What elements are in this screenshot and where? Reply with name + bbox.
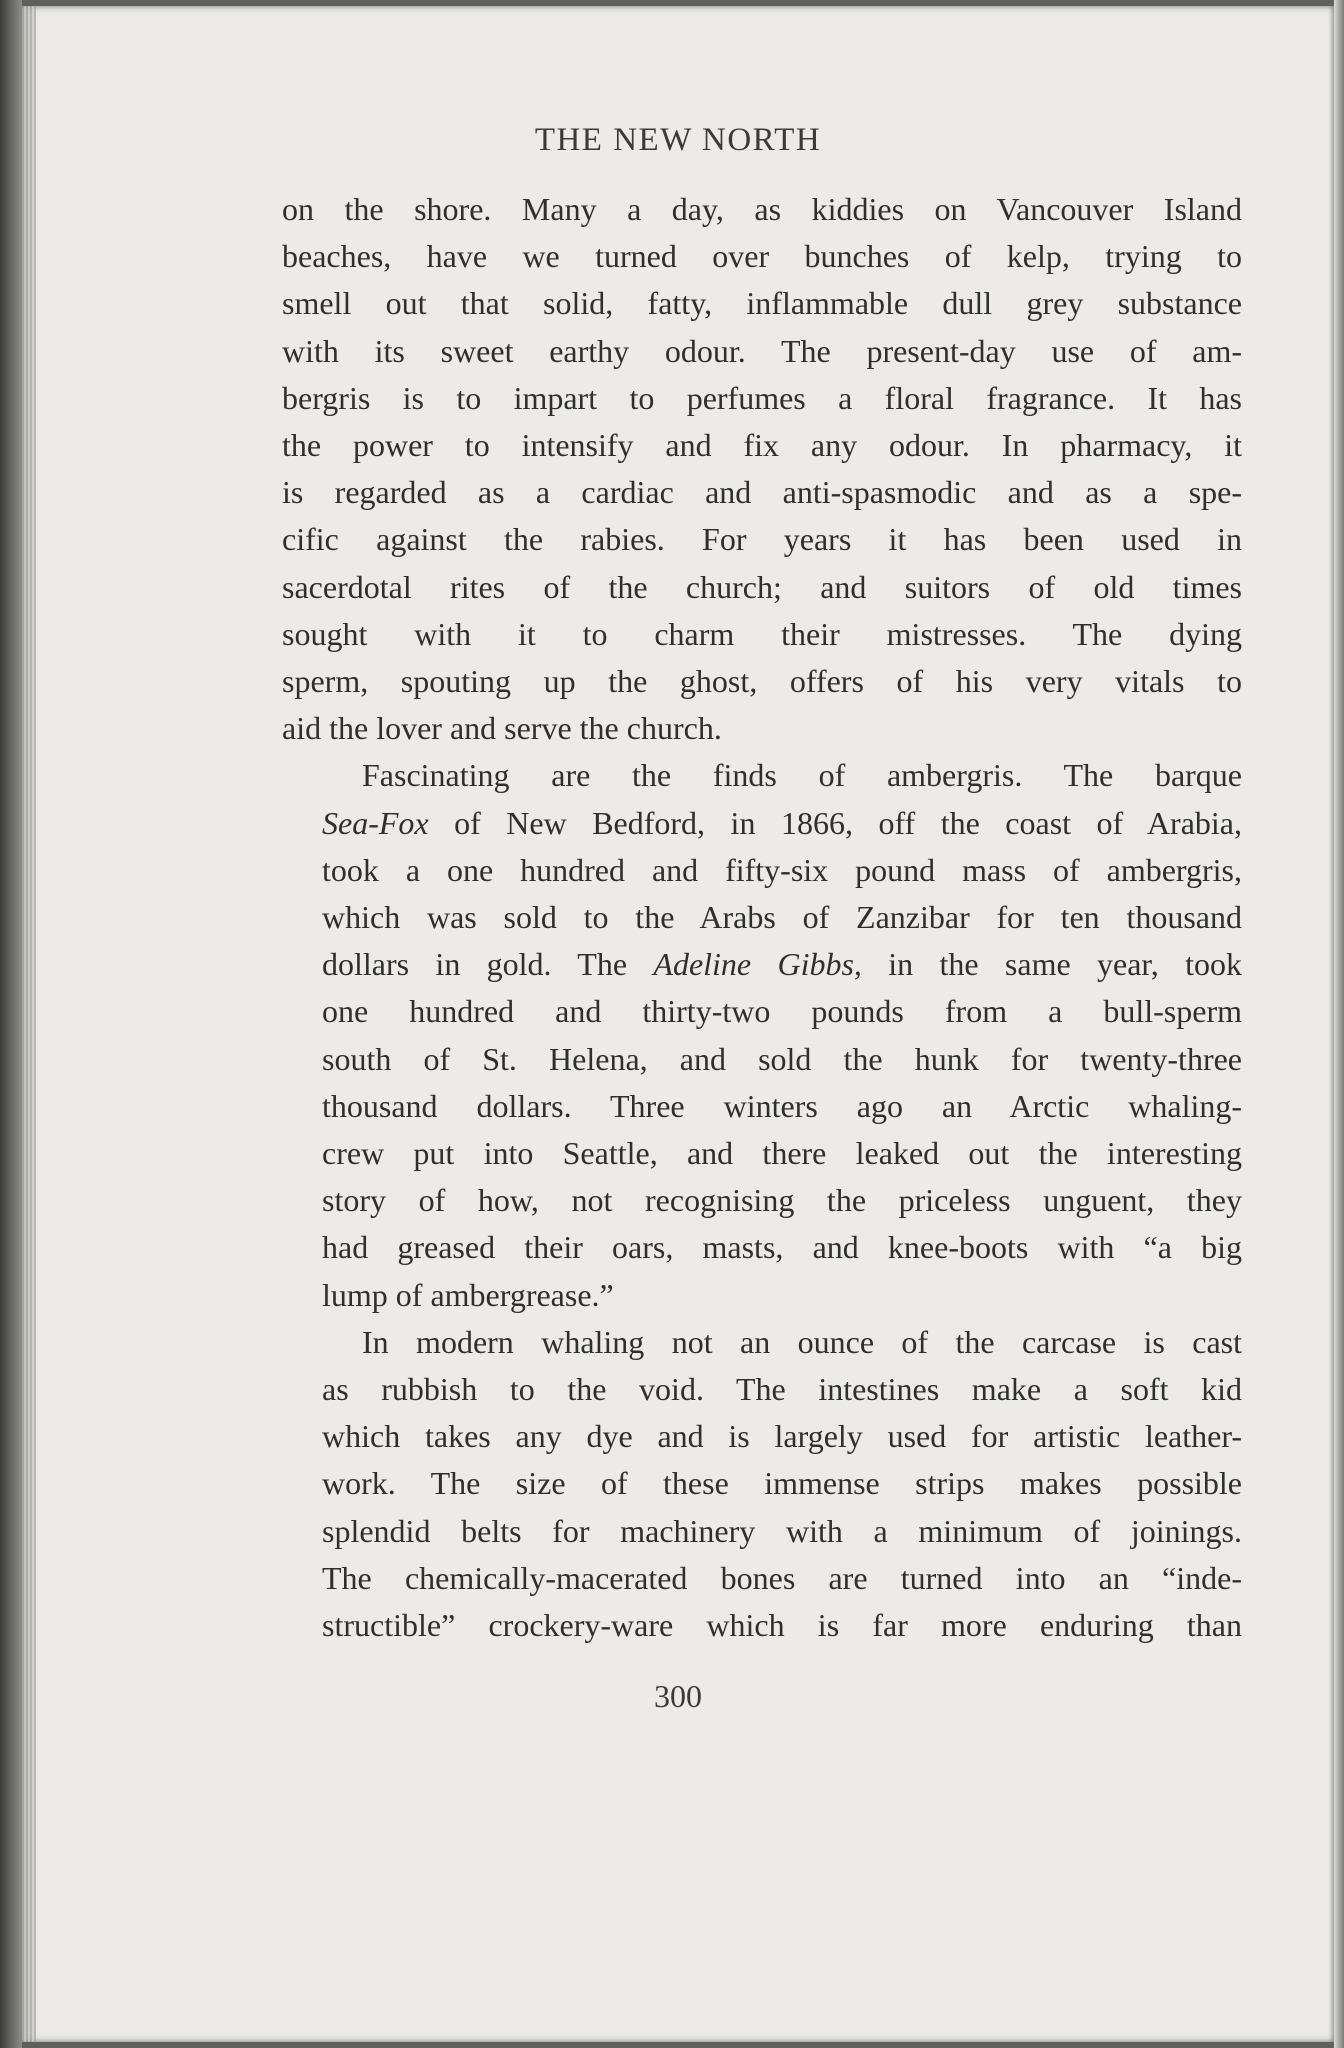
ship-name: Adeline Gibbs, [653,946,862,983]
text-line: lump of ambergrease.” [322,1276,614,1313]
running-head: THE NEW NORTH [534,122,822,158]
page-fore-edge [1334,0,1344,2048]
book-page [22,6,1334,2042]
text-line: with its sweet earthy odour. The present-day use of am- [282,332,1242,369]
text-line: structible” crockery-ware which is far more enduring than [322,1607,1242,1644]
text-line: In modern whaling not an ounce of the carcase is cast [362,1323,1242,1360]
text-line: work. The size of these immense strips makes possible [322,1465,1242,1502]
text-line: splendid belts for machinery with a minimum of joinings. [322,1512,1242,1549]
text-line: aid the lover and serve the church. [282,710,722,747]
text-line: is regarded as a cardiac and anti-spasmodic and as a spe- [282,474,1242,511]
text-line: sought with it to charm their mistresses. The dying [282,615,1242,652]
text-line: had greased their oars, masts, and knee-boots with “a big [322,1229,1242,1266]
book-spine-shadow [0,0,22,2048]
text-line: The chemically-macerated bones are turned into an “inde- [322,1559,1242,1596]
text-line: south of St. Helena, and sold the hunk for twenty-three [322,1040,1242,1077]
paragraph-1 [282,186,1242,752]
text-line: crew put into Seattle, and there leaked out the interesting [322,1135,1242,1172]
text-line: which was sold to the Arabs of Zanzibar for ten thousand [322,899,1242,936]
text-line: beaches, have we turned over bunches of kelp, trying to [282,238,1242,275]
text-line: bergris is to impart to perfumes a floral fragrance. It has [282,379,1242,416]
paragraph-3 [282,1319,1242,1649]
text-line: smell out that solid, fatty, inflammable dull grey substance [282,285,1242,322]
page-gutter-edge [22,6,36,2042]
text-line: as rubbish to the void. The intestines make a soft kid [322,1371,1242,1408]
text-line: the power to intensify and fix any odour. In pharmacy, it [282,427,1242,464]
text-line: sperm, spouting up the ghost, offers of his very vitals to [282,663,1242,700]
paragraph-2 [282,752,1242,1318]
text-line: dollars in gold. The Adeline Gibbs, in the same year, took [322,946,1243,983]
text-line: on the shore. Many a day, as kiddies on Vancouver Island [282,191,1242,227]
text-line: thousand dollars. Three winters ago an Arctic whaling- [322,1087,1242,1124]
ship-name: Sea-Fox [322,804,429,841]
text-line: took a one hundred and fifty-six pound mass of ambergris, [322,851,1242,888]
text-line: cific against the rabies. For years it has been used in [282,521,1242,558]
body-text [282,186,1242,1649]
page-number: 300 [654,1678,702,1714]
text-line: story of how, not recognising the priceless unguent, they [322,1182,1242,1219]
text-line: which takes any dye and is largely used for artistic leather- [322,1418,1242,1455]
text-line: Fascinating are the finds of ambergris. The barque [362,757,1242,794]
text-line: Sea-Fox of New Bedford, in 1866, off the coast of Arabia, [322,804,1242,841]
text-line: sacerdotal rites of the church; and suitors of old times [282,568,1242,605]
text-line: one hundred and thirty-two pounds from a bull-sperm [322,993,1242,1030]
